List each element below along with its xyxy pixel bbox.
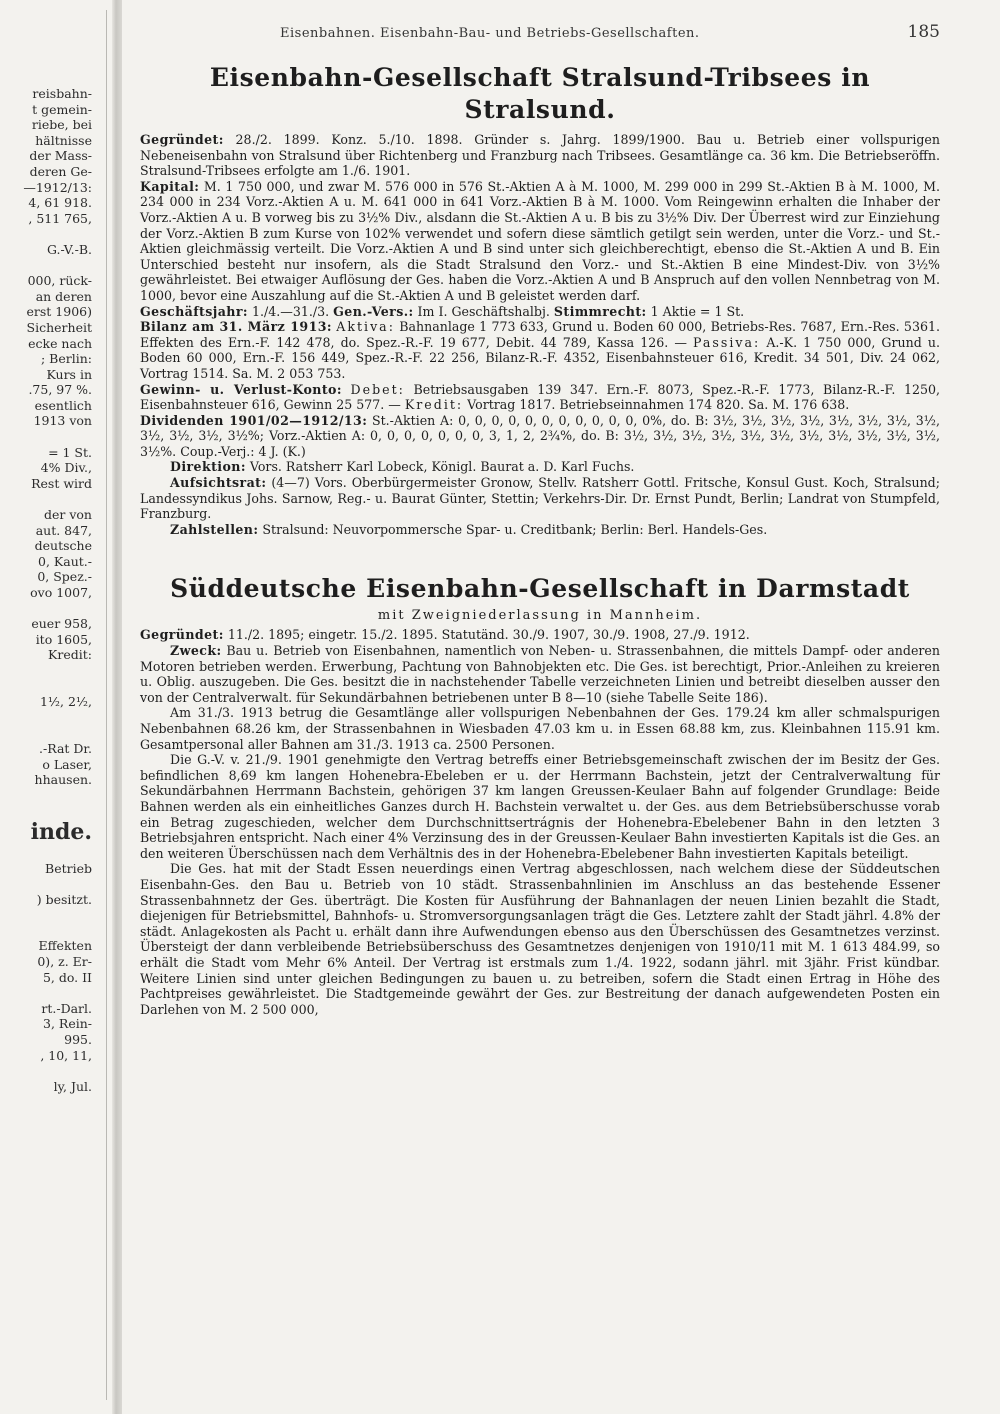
guv-debet-text: Betriebsausgaben 139 347. Ern.-F. 8073, Spez.-R.-F. 1773, Bilanz-R.-F. 1250, Eisenbahnsteuer 616, Gewinn 25 577. — (140, 381, 941, 413)
paragraph-betriebsgemeinschaft: Die G.-V. v. 21./9. 1901 genehmigte den Vertrag betreffs einer Betriebsgemeinschaft zwischen der im Besitz der Ges. befindlichen 8,69 km langen Hohenebra-Ebeleben er u. der Herrmann Bachstein, jetzt der Centralverwaltung für Sekundärbahnen Herrmann Bachstein, gehörigen 37 km langen Greussen-Keulaer Bahn auf folgender Grundlage: Beide Bahnen werden als ein einheitliches Ganzes durch H. Bachstein verwaltet u. der Ges. aus dem Betriebsüberschusse vorab ein Betrag zugeschieden, welcher dem Durchschnittsertrágnis der Hohenebra-Ebelebener Bahn in den letzten 3 Betriebsjahren entspricht. Nach einer 4% Verzinsung des in der Greussen-Keulaer Bahn investierten Kapitals ist die Ges. an den weiteren Überschüssen nach dem Verhältnis des in der Hohenebra-Ebelebener Bahn investierten Kapitals beteiligt. (140, 752, 940, 861)
left-column-line (0, 788, 92, 804)
zweck-label: Zweck: (170, 643, 222, 659)
left-column-line: 995. (64, 1032, 92, 1048)
left-column-line: 1½, 2½, (39, 694, 92, 710)
dividenden-text: St.-Aktien A: 0, 0, 0, 0, 0, 0, 0, 0, 0, 0, 0, 0%, do. B: 3½, 3½, 3½, 3½, 3½, 3½, 3½, 3½, 3½, 3½, 3½, 3½%; Vorz.-Aktien A: 0, 0, 0, 0, 0, 0, 0, 3, 1, 2, 2¾%, do. B: 3½, 3½, 3½, 3½, 3½, 3½, 3½, 3½, 3½, 3½, 3½, 3½%. Coup.-Verj.: 4 J. (K.) (140, 412, 940, 459)
section-subtitle-darmstadt: mit Zweigniederlassung in Mannheim. (377, 608, 703, 624)
left-column-line: Betrieb (45, 860, 92, 876)
left-column-line: o Laser, (42, 756, 92, 772)
left-column-line: ) besitzt. (36, 891, 92, 907)
bilanz-text: Bahnanlage 1 773 633, Grund u. Boden 60 000, Betriebs-Res. 7687, Ern.-Res. 5361. Effekten des Ern.-F. 142 478, do. Spez.-R.-F. 19 677, Debit. 44 789, Kassa 126. — (140, 319, 940, 350)
gegruendet-text-2: 11./2. 1895; eingetr. 15./2. 1895. Statutänd. 30./9. 1907, 30./9. 1908, 27./9. 1912. (227, 627, 750, 643)
column-rule (106, 10, 107, 1400)
left-column-line: an deren (35, 288, 92, 304)
left-column-line (0, 679, 92, 695)
left-column-line (0, 1063, 92, 1079)
gegruendet-text: 28./2. 1899. Konz. 5./10. 1898. Gründer s. Jahrg. 1899/1900. Bau u. Betrieb einer vollspurigen Nebeneisenbahn von Stralsund über Richtenberg und Franzburg nach Tribsees. Gesamtlänge ca. 36 km. Die Betriebseröffn. Stralsund-Tribsees erfolgte am 1./6. 1901. (140, 132, 940, 179)
left-column-line (0, 907, 92, 923)
genvers-label: Gen.-Vers.: (333, 303, 414, 319)
left-column-line: 1913 von (33, 413, 92, 429)
dividenden-label: Dividenden 1901/02—1912/13: (140, 412, 368, 428)
left-column-line (0, 985, 92, 1001)
bilanz-passiva-label: Passiva: (693, 334, 761, 350)
left-column-line: 5, do. II (42, 969, 92, 985)
left-column-line: t gemein- (32, 101, 92, 117)
left-column-line (0, 258, 92, 274)
left-column-line (0, 663, 92, 679)
direktion-text: Vors. Ratsherr Karl Lobeck, Königl. Baurat a. D. Karl Fuchs. (249, 459, 635, 475)
section-title-stralsund: Eisenbahn-Gesellschaft Stralsund-Tribsees in Stralsund. (209, 63, 871, 124)
left-column-line: Effekten (38, 938, 92, 954)
main-column (140, 22, 940, 1017)
aufsichtsrat-label: Aufsichtsrat: (170, 475, 267, 491)
left-column-line: 0, Kaut.- (38, 553, 92, 569)
left-column-line (0, 429, 92, 445)
left-column-line: ovo 1007, (30, 585, 92, 600)
left-column-line: = 1 St. (48, 444, 92, 460)
gegruendet-label-2: Gegründet: (140, 627, 224, 643)
left-column-line: , 511 765, (28, 210, 92, 226)
direktion-label: Direktion: (170, 459, 246, 475)
gegruendet-label: Gegründet: (140, 132, 224, 147)
paragraph-stadt-essen: Die Ges. hat mit der Stadt Essen neuerdings einen Vertrag abgeschlossen, nach welchem diese der Süddeutschen Eisenbahn-Ges. den Bau u. Betrieb von 10 städt. Strassenbahnlinien im Anschluss an das bestehende Essener Strassenbahnnetz der Ges. überträgt. Die Kosten für Ausführung der Bahnanlagen der neuen Linien bezahlt die Stadt, diejenigen für Betriebsmittel, Bahnhofs- u. Stromversorgungsanlagen trägt die Ges. Letztere zahlt der Stadt jährl. 4.8% der städt. Anlagekosten als Pacht u. erhält dann ihre Aufwendungen ebenso aus den Überschüssen des Gesamtnetzes verzinst. Übersteigt der dann verbleibende Betriebsüberschuss des Gesamtnetzes denjenigen von 1910/11 mit M. 1 613 484.99, so erhält die Stadt vom Mehr 6% Anteil. Der Vertrag ist erstmals zum 1./4. 1922, sodann jährl. mit 3jähr. Frist kündbar. Weitere Linien sind unter gleichen Bedingungen zu bauen u. zu betreiben, sofern die Stadt einen Ertrag in Höhe des Pachtpreises gewährleistet. Die Stadtgemeinde gewährt der Ges. zur Bestreitung der danach aufgewendeten Posten ein Darlehen von M. 2 500 000, (140, 861, 940, 1017)
left-column-line: G.-V.-B. (46, 241, 92, 257)
left-column-line (0, 710, 92, 726)
left-column-line: hhausen. (34, 772, 92, 788)
bilanz-aktiva-label: Aktiva: (336, 319, 395, 335)
stimmrecht-label: Stimmrecht: (553, 303, 647, 319)
left-column-line: riebe, bei (31, 117, 92, 133)
book-gutter (112, 0, 122, 1414)
guv-kredit-label: Kredit: (404, 397, 464, 413)
left-column-line: —1912/13: (23, 179, 92, 195)
left-column-line: euer 958, (31, 616, 92, 632)
left-column-line: Rest wird (31, 475, 92, 491)
left-column-line: Kredit: (48, 647, 92, 663)
left-column-line: hältnisse (35, 132, 92, 148)
left-column-line: aut. 847, (35, 522, 92, 538)
zahlstellen-text: Stralsund: Neuvorpommersche Spar- u. Creditbank; Berlin: Berl. Handels-Ges. (262, 521, 768, 537)
zweck-text: Bau u. Betrieb von Eisenbahnen, namentlich von Neben- u. Strassenbahnen, die mittels Dampf- oder anderen Motoren betrieben werden. Erwerbung, Pachtung von Bahnobjekten etc. Die Ges. ist berechtigt, Prior.-Anleihen zu kreieren u. Oblig. auszugeben. Die Ges. besitzt die in nachstehender Tabelle verzeichneten Linien und betreibt dieselben ausser den von der Centralverwalt. für Sekundärbahnen betriebenen unter B 8—10 (siehe Tabelle Seite 186). (140, 643, 940, 705)
bilanz-label: Bilanz am 31. März 1913: (140, 319, 332, 335)
guv-label: Gewinn- u. Verlust-Konto: (140, 381, 342, 397)
left-column-line: 3, Rein- (43, 1016, 92, 1032)
kapital-label: Kapital: (140, 178, 200, 194)
left-column-line: .-Rat Dr. (39, 740, 92, 756)
left-column-line (0, 601, 92, 617)
geschaeftsjahr-label: Geschäftsjahr: (140, 303, 248, 319)
guv-kredit-text: Vortrag 1817. Betriebseinnahmen 174 820. Sa. M. 176 638. (467, 397, 850, 413)
guv-debet-label: Debet: (350, 381, 405, 397)
bilanz-passiva-text: A.-K. 1 750 000, Grund u. Boden 60 000, Ern.-F. 156 449, Spez.-R.-F. 22 256, Bilanz-R.-F. 4352, Eisenbahnsteuer 616, Kredit. 34 501, Div. 24 062, Vortrag 1514. Sa. M. 2 053 753. (140, 334, 940, 381)
left-column-line: .75, 97 %. (28, 382, 92, 398)
left-column-line: deutsche (34, 538, 92, 554)
left-column-line (0, 845, 92, 861)
aufsichtsrat-text: (4—7) Vors. Oberbürgermeister Gronow, Stellv. Ratsherr Gottl. Fritsche, Konsul Gust. Koch, Stralsund; Landessyndikus Johs. Sarnow, Reg.- u. Baurat Günter, Stettin; Verkehrs-Dir. Dr. Ernst Pundt, Berlin; Landrat von Stumpfeld, Franzburg. (140, 475, 940, 522)
paragraph-gesamtlaenge: Am 31./3. 1913 betrug die Gesamtlänge aller vollspurigen Nebenbahnen der Ges. 179.24 km aller schmalspurigen Nebenbahnen 68.26 km, der Strassenbahnen in Wiesbaden 47.03 km u. in Essen 68.88 km, zus. Kleinbahnen 115.91 km. Gesamtpersonal aller Bahnen am 31./3. 1913 ca. 2500 Personen. (140, 705, 940, 752)
left-column-line: esentlich (34, 397, 92, 413)
section-body-darmstadt (140, 627, 940, 1017)
section-body-stralsund (140, 132, 940, 537)
left-column-line (0, 876, 92, 892)
left-column-line (0, 923, 92, 939)
left-column-line: erst 1906) (26, 304, 92, 320)
left-column-line: der von (44, 507, 92, 523)
left-column-line: , 10, 11, (40, 1047, 92, 1063)
left-column-line (0, 226, 92, 242)
left-column-line: 0), z. Er- (37, 954, 92, 970)
running-head-title: Eisenbahnen. Eisenbahn-Bau- und Betriebs-Gesellschaften. (280, 26, 700, 41)
running-head (140, 22, 940, 52)
left-column-line: 4% Div., (40, 460, 92, 476)
left-column-line: Sicherheit (26, 319, 92, 335)
previous-page-fragment (0, 86, 92, 1094)
left-column-line: ; Berlin: (40, 351, 92, 367)
genvers-text: Im I. Geschäftshalbj. (417, 303, 550, 319)
left-column-line: deren Ge- (29, 163, 92, 179)
left-column-line: 4, 61 918. (28, 195, 92, 211)
left-column-line: ly, Jul. (53, 1078, 92, 1094)
left-column-line: rt.-Darl. (41, 1000, 92, 1016)
left-column-line: 0, Spez.- (37, 569, 92, 585)
left-column-line (0, 803, 92, 819)
kapital-text: M. 1 750 000, und zwar M. 576 000 in 576 St.-Aktien A à M. 1000, M. 299 000 in 299 St.-Aktien B à M. 1000, M. 234 000 in 234 Vorz.-Aktien A u. M. 641 000 in 641 Vorz.-Aktien B à M. 1000. Vom Reingewinn erhalten die Inhaber der Vorz.-Aktien A u. B vorweg bis zu 3½% Div., alsdann die St.-Aktien A u. B bis zu 3½% Div. Der Überrest wird zur Einziehung der Vorz.-Aktien B zum Kurse von 102% verwendet und sofern diese sämtlich getilgt sein werden, unter die Vorz.- und St.-Aktien gleichmässig verteilt. Die Vorz.-Aktien A und B sind unter sich gleichberechtigt, ebenso die St.-Aktien A und B. Ein Unterschied besteht nur insofern, als die Stadt Stralsund den Vorz.- und St.-Aktien B eine Mindest-Div. von 3½% gewährleistet. Bei etwaiger Auflösung der Ges. haben die Vorz.-Aktien A und B Anspruch auf den vollen Nennbetrag von M. 1000, bevor eine Auszahlung auf die St.-Aktien A und B geleistet werden darf. (140, 178, 940, 303)
left-column-line (0, 725, 92, 741)
left-column-line: inde. (30, 818, 92, 845)
left-column-line: 000, rück- (27, 273, 92, 289)
left-column-line: Kurs in (46, 366, 92, 382)
zahlstellen-label: Zahlstellen: (170, 521, 259, 537)
page-number: 185 (907, 22, 940, 42)
left-column-line (0, 491, 92, 507)
left-column-line: reisbahn- (32, 86, 92, 101)
left-column-line: ecke nach (28, 335, 92, 351)
left-column-line: ito 1605, (35, 631, 92, 647)
left-column-line: der Mass- (29, 148, 92, 164)
section-title-darmstadt: Süddeutsche Eisenbahn-Gesellschaft in Darmstadt (170, 574, 910, 604)
stimmrecht-text: 1 Aktie = 1 St. (650, 303, 745, 319)
geschaeftsjahr-text: 1./4.—31./3. (251, 303, 330, 319)
